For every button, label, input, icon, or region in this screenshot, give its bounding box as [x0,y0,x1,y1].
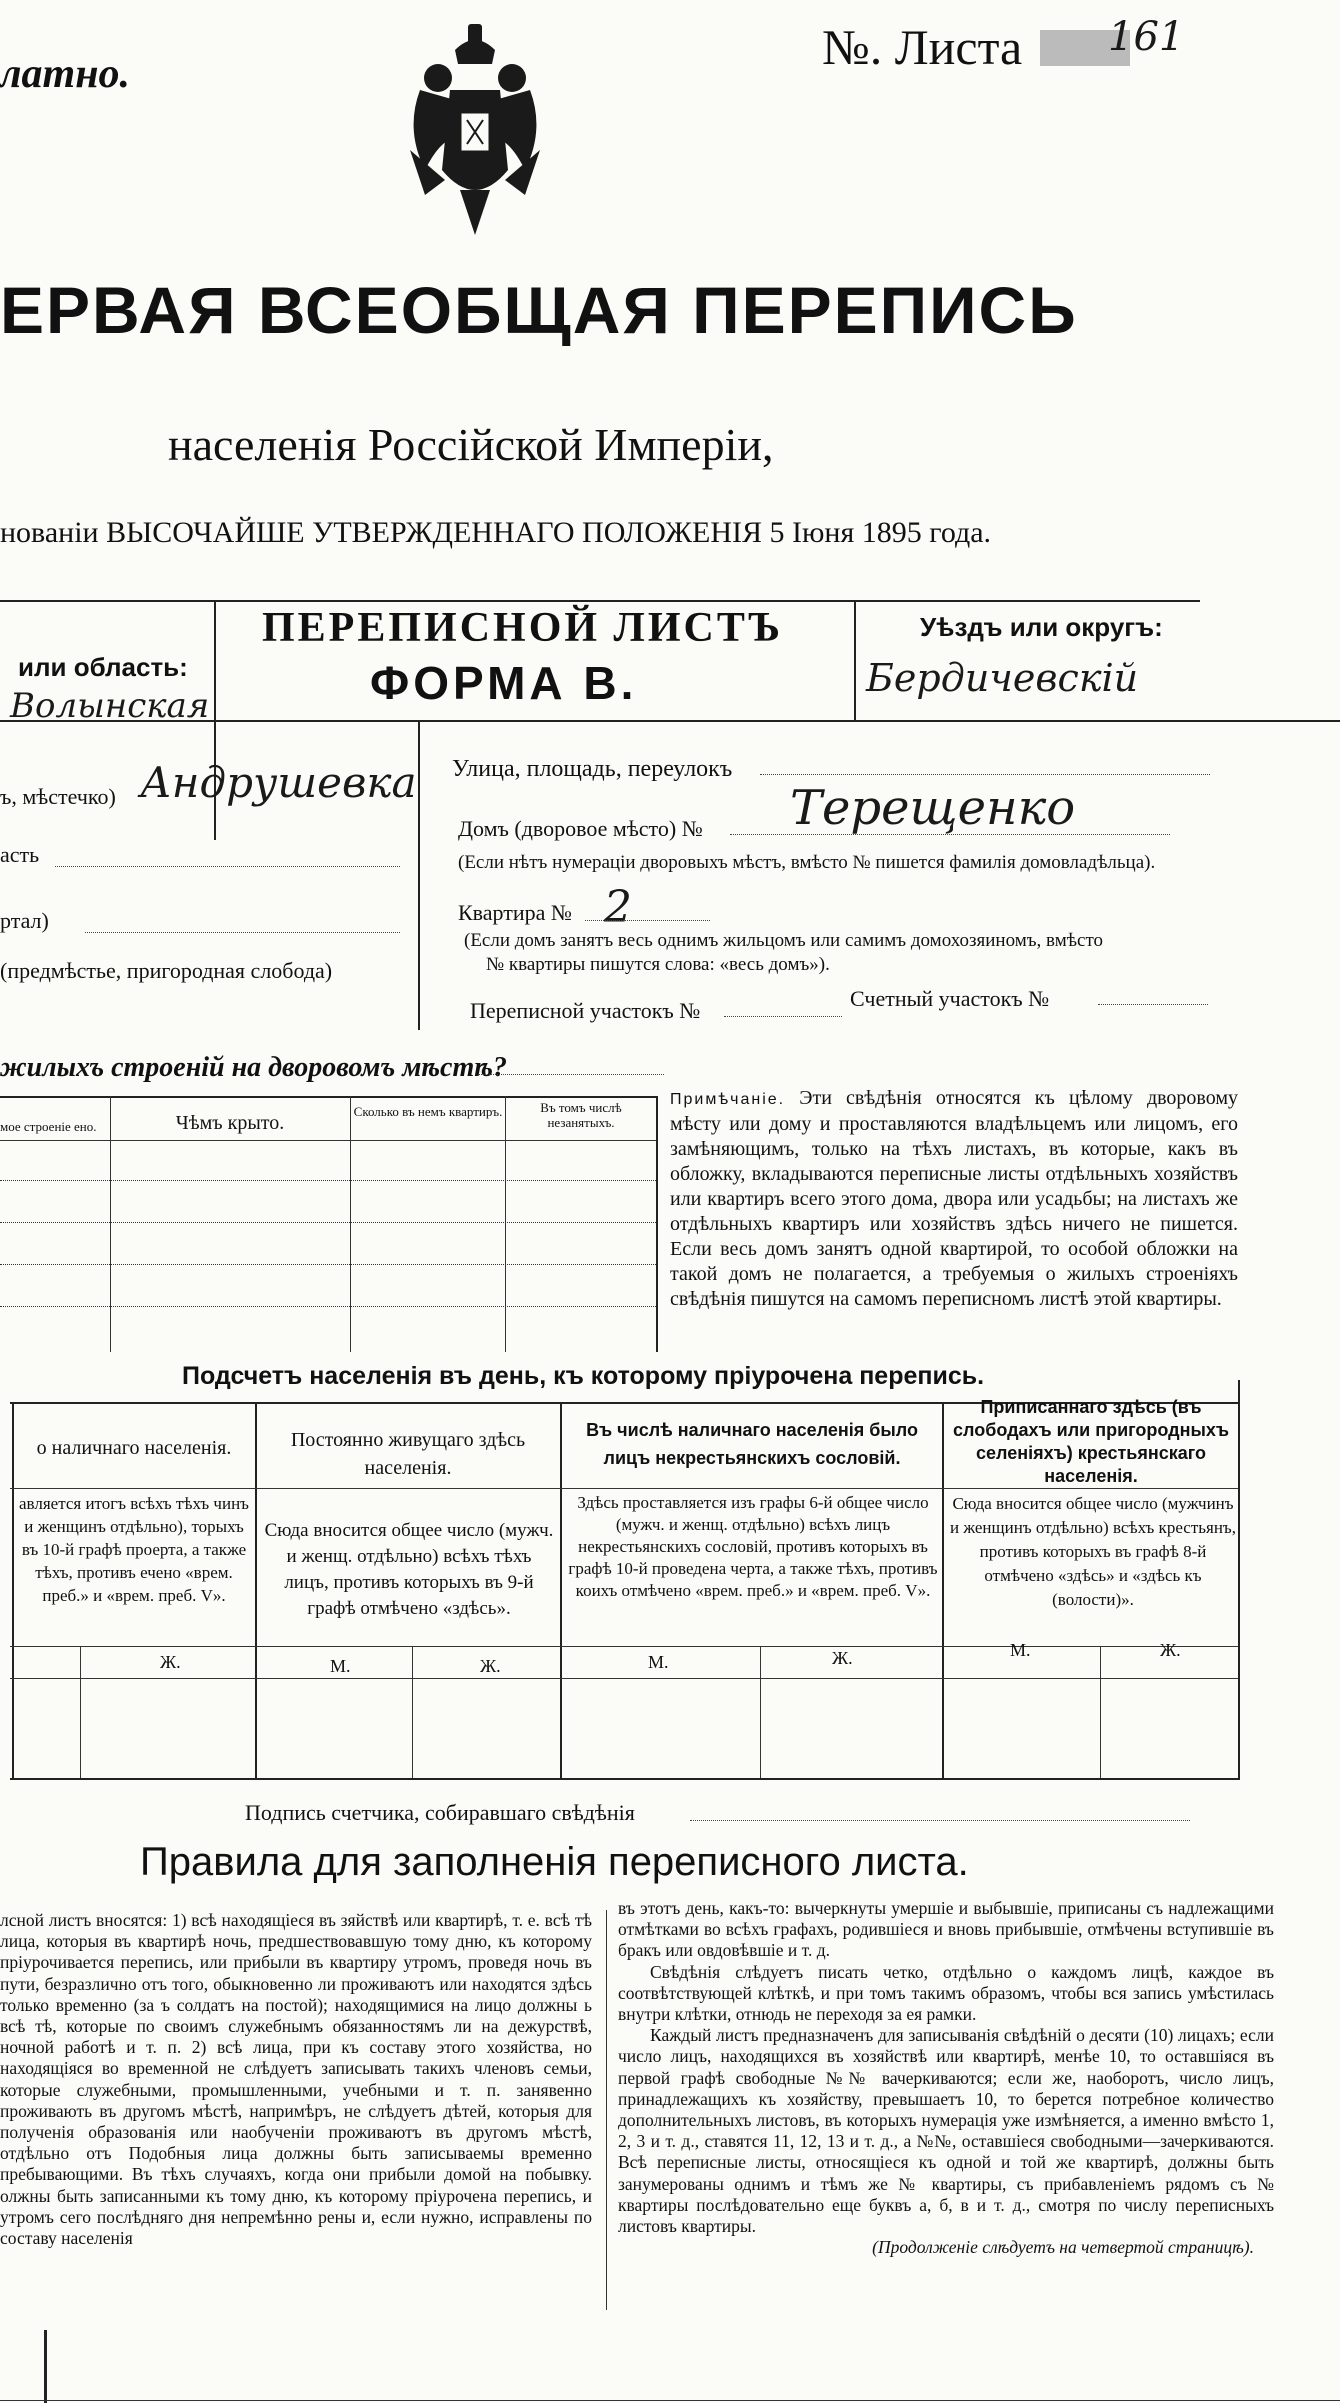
street-label: Улица, площадь, переулокъ [452,756,733,782]
sheet-number-value: 161 [1108,14,1185,60]
rules-right-para-1: въ этотъ день, какъ-то: вычеркнуты умершіе и выбывшіе, приписаны съ надлежащими отмѣтками во всѣхъ графахъ, родившіеся и вновь прибывшіе, отмѣчены вступившіе въ бракъ или овдовѣвшіе и т. д. [618,1898,1274,1961]
apartment-label: Квартира № [458,900,572,925]
enumerator-signature-label: Подпись счетчика, собиравшаго свѣдѣнія [245,1800,635,1825]
house-label: Домъ (дворовое мѣсто) № [458,816,703,841]
sheet-number-label: №. Листа [822,19,1023,75]
count-col1-text: авляется итогъ всѣхъ тѣхъ чинъ и женщинъ отдѣльно), торыхъ въ 10-й графѣ проерта, а также тѣхъ, противъ ечено «врем. преб.» и «врем. преб. V». [19,1494,249,1605]
page-title: ЕРВАЯ ВСЕОБЩАЯ ПЕРЕПИСЬ [0,273,1078,347]
count-col3-head: Въ числѣ наличнаго населенія было лицъ некрестьянскихъ сословій. [586,1420,918,1468]
count-col1-head: о наличнаго населенія. [36,1437,232,1459]
count-col4-text: Сюда вносится общее число (мужчинъ и женщинъ отдѣльно) всѣхъ крестьянъ, противъ которыхъ въ графѣ 8-й отмѣчено «здѣсь» и «здѣсь къ (волости)». [950,1494,1236,1609]
town-label: ъ, мѣстечко) [0,784,116,809]
rules-title: Правила для заполненія переписного листа. [140,1840,969,1884]
count-district-label: Счетный участокъ № [850,986,1050,1011]
buildings-col3-head: Сколько въ немъ квартиръ. [353,1104,503,1119]
kvartal-label: ртал) [0,908,49,933]
count-col3-m: М. [648,1652,669,1672]
rules-right-para-3: Каждый листъ предназначенъ для записыванія свѣдѣній о десяти (10) лицахъ; если число лицъ, находящихся въ хозяйствѣ или квартирѣ, менѣе 10, то оставшіяся въ первой графѣ свободные №№ вачеркиваются; если же, наоборотъ, число лицъ, принадлежащихъ къ хозяйству, превышаетъ 10, то берется потребное количество дополнительныхъ листовъ, въ которыхъ нумерація уже измѣняется, а именно вмѣсто 1, 2, 3 и т. д., ставятся 11, 12, 13 и т. д., а №№, оставшіеся свободными—зачеркиваются. Всѣ переписные листы, относящіеся къ одной и той же квартирѣ, должны быть занумерованы однимъ и тѣмъ же № квартиры, съ прибавленіемъ рядомъ съ № квартиры послѣдовательно еще буквъ а, б, в и т. д., смотря по числу переписныхъ листовъ квартиры. [618,2025,1274,2237]
uezd-label: Уѣздъ или округъ: [920,612,1163,642]
apartment-note-1: (Если домъ занятъ весь однимъ жильцомъ или самимъ домохозяиномъ, вмѣсто [464,930,1104,951]
apartment-value: 2 [604,882,632,933]
house-value: Терещенко [790,780,1076,836]
buildings-note-title: Примѣчаніе. [670,1091,786,1108]
buildings-col4-head: Въ томъ числѣ незанятыхъ. [540,1100,622,1130]
buildings-col1-head: мое строеніе ено. [0,1119,97,1134]
buildings-question: жилыхъ строеній на дворовомъ мѣстѣ? [0,1052,507,1083]
buildings-note [670,1086,1238,1312]
count-col4-zh: Ж. [1160,1640,1181,1660]
count-col2-head: Постоянно живущаго здѣсь населенія. [290,1429,526,1479]
count-col1-zh: Ж. [160,1652,181,1672]
oblast-value: Волынская [10,686,210,726]
census-district-label: Переписной участокъ № [470,998,701,1023]
count-col2-m: М. [330,1656,351,1676]
count-col2-text: Сюда вносится общее число (мужч. и женщ. отдѣльно) всѣхъ тѣхъ лицъ, противъ которыхъ въ 9-й графѣ отмѣчено «здѣсь». [264,1520,554,1619]
rules-right-para-2: Свѣдѣнія слѣдуетъ писать четко, отдѣльно о каждомъ лицѣ, каждое въ соотвѣтствующей клѣткѣ, и при томъ такимъ образомъ, чтобы вся запись умѣстилась внутри клѣтки, отнюдь не переходя за ея рамки. [618,1961,1274,2025]
rules-left-column: лсной листъ вносятся: 1) всѣ находящіеся въ зяйствѣ или квартирѣ, т. е. всѣ тѣ лица, которыя въ квартирѣ ночь, предшествовавшую тому дню, къ которому пріурочивается перепись, или прибыли въ квартиру утромъ, проведя ночь въ пути, безразлично отъ того, обыкновенно ли проживаютъ или находятся здѣсь только временно (за ъ солдатъ на постой); находящимися на лицо должны ь всѣ тѣ, которые по своимъ служебнымъ обязанностямъ ли на дежурствѣ, ночной работѣ и т. п. 2) всѣ лица, при къ составу этого хозяйства, но находящіяся во временной не слѣдуетъ записывать такихъ членовъ семьи, которые служебными, промышленными, учебными и т. п. занявенно проживають въ другомъ мѣстѣ, напримѣръ, не слѣдуетъ дѣтей, которыя для полученія образованія или наобученіи проживаютъ въ другомъ мѣстѣ, отдѣльно отъ Подобныя лица должны быть записываемы временно пребывающими. Въ тѣхъ случаяхъ, когда они прибыли домой на побывку. олжны быть записанными къ тому дню, къ которому пріурочена перепись, и утромъ сего послѣдняго дня непремѣнно рены и, если нужно, исправлены по составу населенія [0,1910,592,2249]
predmestie-label: (предмѣстье, пригородная слобода) [0,958,333,983]
legal-basis: нованіи ВЫСОЧАЙШЕ УТВЕРЖДЕННАГО ПОЛОЖЕНІЯ 5 Іюня 1895 года. [0,516,992,549]
uezd-value: Бердичевскій [866,656,1139,700]
count-col3-zh: Ж. [832,1648,853,1668]
free-label: латно. [0,51,131,97]
count-col2-zh: Ж. [480,1656,501,1676]
double-headed-eagle-emblem [400,20,550,250]
form-sheet-title: ПЕРЕПИСНОЙ ЛИСТЪ [262,605,783,651]
count-col4-head: Приписаннаго здѣсь (въ слободахъ или пригородныхъ селеніяхъ) крестьянскаго населенія. [953,1397,1229,1486]
page-subtitle: населенія Россійской Имперіи, [168,419,774,470]
buildings-col2-head: Чѣмъ крыто. [175,1112,285,1134]
town-value: Андрушевка [140,758,417,807]
count-col4-m: М. [1010,1640,1031,1660]
oblast-label: или область: [18,652,188,682]
apartment-note-2: № квартиры пишутся слова: «весь домъ»). [486,954,830,975]
count-title: Подсчетъ населенія въ день, къ которому пріурочена перепись. [182,1362,985,1390]
chast-label: асть [0,842,40,867]
house-note: (Если нѣтъ нумераціи дворовыхъ мѣстъ, вмѣсто № пишется фамилія домовладѣльца). [458,852,1156,873]
buildings-note-text: Эти свѣдѣнія относятся къ цѣлому дворовому мѣсту или дому и проставляются владѣльцемъ или лицомъ, его замѣняющимъ, только на тѣхъ листахъ, въ которые, какъ въ обложку, вкладываются переписные листы отдѣльныхъ хозяйствъ или квартиръ всего этого дома, двора или усадьбы; на листахъ же отдѣльныхъ квартиръ или хозяйствъ здѣсь ничего не пишется. Если весь домъ занятъ одной квартирой, то особой обложки на такой домъ не полагается, а требуемыя о жилыхъ строеніяхъ свѣдѣнія пишутся на самомъ переписномъ листѣ этой квартиры. [670,1087,1239,1310]
rules-right-column [618,1898,1274,2258]
count-col3-text: Здѣсь проставляется изъ графы 6-й общее число (мужч. и женщ. отдѣльно) всѣхъ лицъ некрестьянскихъ сословій, противъ которыхъ въ графѣ 10-й проведена черта, а также тѣхъ, противъ коихъ отмѣчено «врем. преб.» и «врем. преб. V». [568,1493,938,1600]
rules-continued: (Продолженіе слѣдуетъ на четвертой страницѣ). [872,2237,1254,2258]
form-letter-title: ФОРМА В. [370,657,638,709]
